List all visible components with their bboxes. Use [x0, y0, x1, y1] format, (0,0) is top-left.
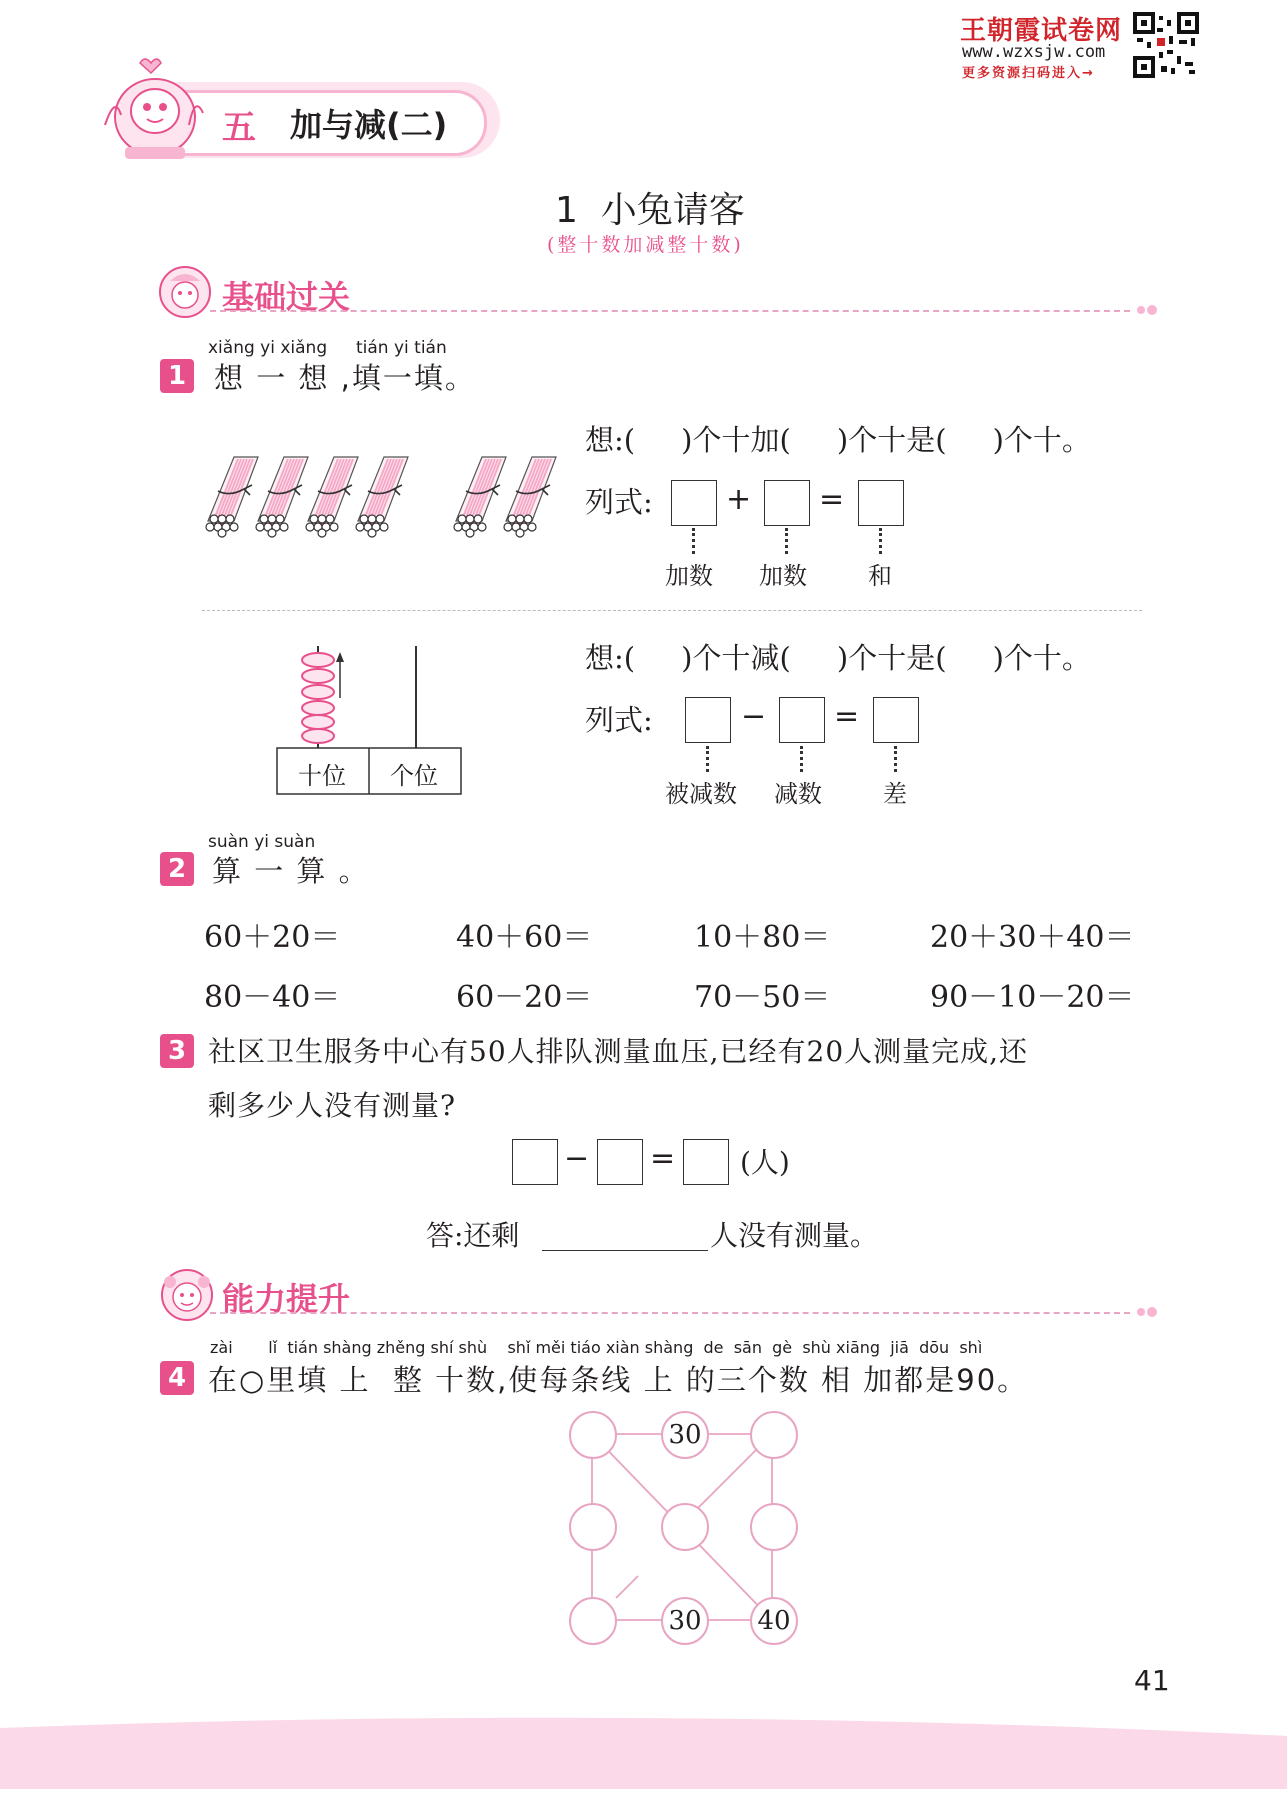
stick-bundle — [356, 457, 408, 537]
publisher-slogan: 更多资源扫码进入→ — [962, 66, 1095, 81]
unit-number: 五 — [222, 108, 256, 148]
q2-r2-c4: 90－10－20＝ — [930, 980, 1135, 1015]
section-icon-advanced — [160, 1268, 214, 1322]
q1b-label-minuend: 被减数 — [665, 780, 737, 808]
q1-part-divider — [202, 610, 1142, 611]
puzzle-circle-bottom-left[interactable] — [569, 1597, 617, 1645]
section-title-basic: 基础过关 — [222, 278, 351, 316]
q1b-box-2[interactable] — [779, 697, 825, 743]
q3-minus: − — [564, 1141, 590, 1176]
puzzle-circle-mid-left[interactable] — [569, 1503, 617, 1551]
q4-text: 在○里填 上 整 十数,使每条线 上 的三个数 相 加都是90。 — [208, 1363, 1029, 1397]
q2-r2-c2: 60－20＝ — [456, 980, 593, 1015]
q4-pinyin: zài lǐ tián shàng zhěng shí shù shǐ měi tiáo xiàn shàng de sān gè shù xiāng jiā dōu shì — [210, 1338, 983, 1357]
puzzle-circle-bottom-mid: 30 — [661, 1597, 709, 1645]
puzzle-circle-mid-right[interactable] — [750, 1503, 798, 1551]
abacus-tens-label: 十位 — [298, 762, 346, 790]
q1b-think: 想:( )个十减( )个十是( )个十。 — [585, 641, 1091, 675]
stick-bundle — [206, 457, 258, 537]
q2-r1-c1: 60＋20＝ — [204, 920, 341, 955]
q1b-dots-3 — [894, 746, 897, 772]
footer-band — [0, 1708, 1287, 1789]
q1b-label-difference: 差 — [883, 780, 907, 808]
q1-pinyin-b: tián yi tián — [356, 338, 447, 358]
section-dots-basic — [1136, 302, 1162, 316]
section-divider-basic — [210, 310, 1130, 312]
stick-bundles-right — [452, 455, 562, 539]
q1a-box-2[interactable] — [764, 480, 810, 526]
q1a-box-3[interactable] — [858, 480, 904, 526]
unit-title: 加与减(二) — [290, 106, 448, 144]
q3-answer-prefix: 答:还剩 — [426, 1219, 520, 1252]
q3-box-2[interactable] — [597, 1139, 643, 1185]
lesson-title: 1 小兔请客 — [555, 190, 745, 231]
publisher-brand: 王朝霞试卷网 — [960, 16, 1123, 46]
q3-eq: = — [650, 1141, 676, 1176]
section-title-advanced: 能力提升 — [222, 1280, 351, 1318]
q2-r1-c4: 20＋30＋40＝ — [930, 920, 1135, 955]
q1b-dots-1 — [706, 746, 709, 772]
puzzle-circle-top-mid: 30 — [661, 1411, 709, 1459]
q3-unit: (人) — [740, 1146, 790, 1179]
q1a-dots-2 — [785, 528, 788, 554]
mascot-icon — [85, 55, 215, 165]
q3-box-3[interactable] — [683, 1139, 729, 1185]
section-icon-basic — [158, 265, 212, 319]
section-dots-advanced — [1136, 1304, 1162, 1318]
q2-pinyin: suàn yi suàn — [208, 832, 316, 852]
q1a-formula-label: 列式: — [585, 485, 653, 519]
q1-number: 1 — [160, 359, 194, 393]
publisher-url: www.wzxsjw.com — [962, 42, 1106, 62]
q1a-dots-1 — [692, 528, 695, 554]
q3-number: 3 — [160, 1034, 194, 1068]
page-number: 41 — [1134, 1664, 1170, 1697]
q1b-box-3[interactable] — [873, 697, 919, 743]
puzzle-circle-center[interactable] — [661, 1503, 709, 1551]
q1a-box-1[interactable] — [671, 480, 717, 526]
q1a-label-addend-1: 加数 — [665, 562, 713, 590]
q2-text: 算 一 算 。 — [212, 854, 370, 888]
q1a-dots-3 — [879, 528, 882, 554]
q1-text: 想 一 想 ,填一填。 — [214, 361, 476, 395]
stick-bundle — [504, 457, 556, 537]
q1a-eq: = — [819, 482, 845, 517]
q1b-box-1[interactable] — [685, 697, 731, 743]
q2-r1-c2: 40＋60＝ — [456, 920, 593, 955]
q1a-think: 想:( )个十加( )个十是( )个十。 — [585, 423, 1091, 457]
puzzle-circle-top-right[interactable] — [750, 1411, 798, 1459]
abacus-ones-label: 个位 — [390, 762, 438, 790]
q3-line-1: 社区卫生服务中心有50人排队测量血压,已经有20人测量完成,还 — [208, 1035, 1029, 1068]
puzzle-circle-bottom-right: 40 — [750, 1597, 798, 1645]
q1b-dots-2 — [800, 746, 803, 772]
q1b-eq: = — [834, 699, 860, 734]
q2-r2-c1: 80－40＝ — [204, 980, 341, 1015]
q2-number: 2 — [160, 852, 194, 886]
q1a-label-addend-2: 加数 — [759, 562, 807, 590]
stick-bundle — [306, 457, 358, 537]
q3-line-2: 剩多少人没有测量? — [208, 1089, 457, 1122]
q1b-label-subtrahend: 减数 — [774, 780, 822, 808]
lesson-subtitle: (整十数加减整十数) — [547, 234, 744, 256]
q3-answer-blank[interactable] — [542, 1250, 708, 1251]
stick-bundle — [256, 457, 308, 537]
q1a-label-sum: 和 — [868, 562, 892, 590]
q1b-op: − — [741, 699, 767, 734]
stick-bundle — [454, 457, 506, 537]
q4-number: 4 — [160, 1361, 194, 1395]
q1b-formula-label: 列式: — [585, 703, 653, 737]
q1-pinyin-a: xiǎng yi xiǎng — [208, 338, 328, 358]
puzzle-circle-top-left[interactable] — [569, 1411, 617, 1459]
section-divider-advanced — [210, 1312, 1130, 1314]
stick-bundles-left — [204, 455, 414, 539]
qr-code — [1133, 12, 1199, 78]
q3-answer-suffix: 人没有测量。 — [710, 1219, 879, 1252]
q1a-op: + — [726, 482, 752, 517]
q3-box-1[interactable] — [512, 1139, 558, 1185]
q2-r1-c3: 10＋80＝ — [694, 920, 831, 955]
q2-r2-c3: 70－50＝ — [694, 980, 831, 1015]
